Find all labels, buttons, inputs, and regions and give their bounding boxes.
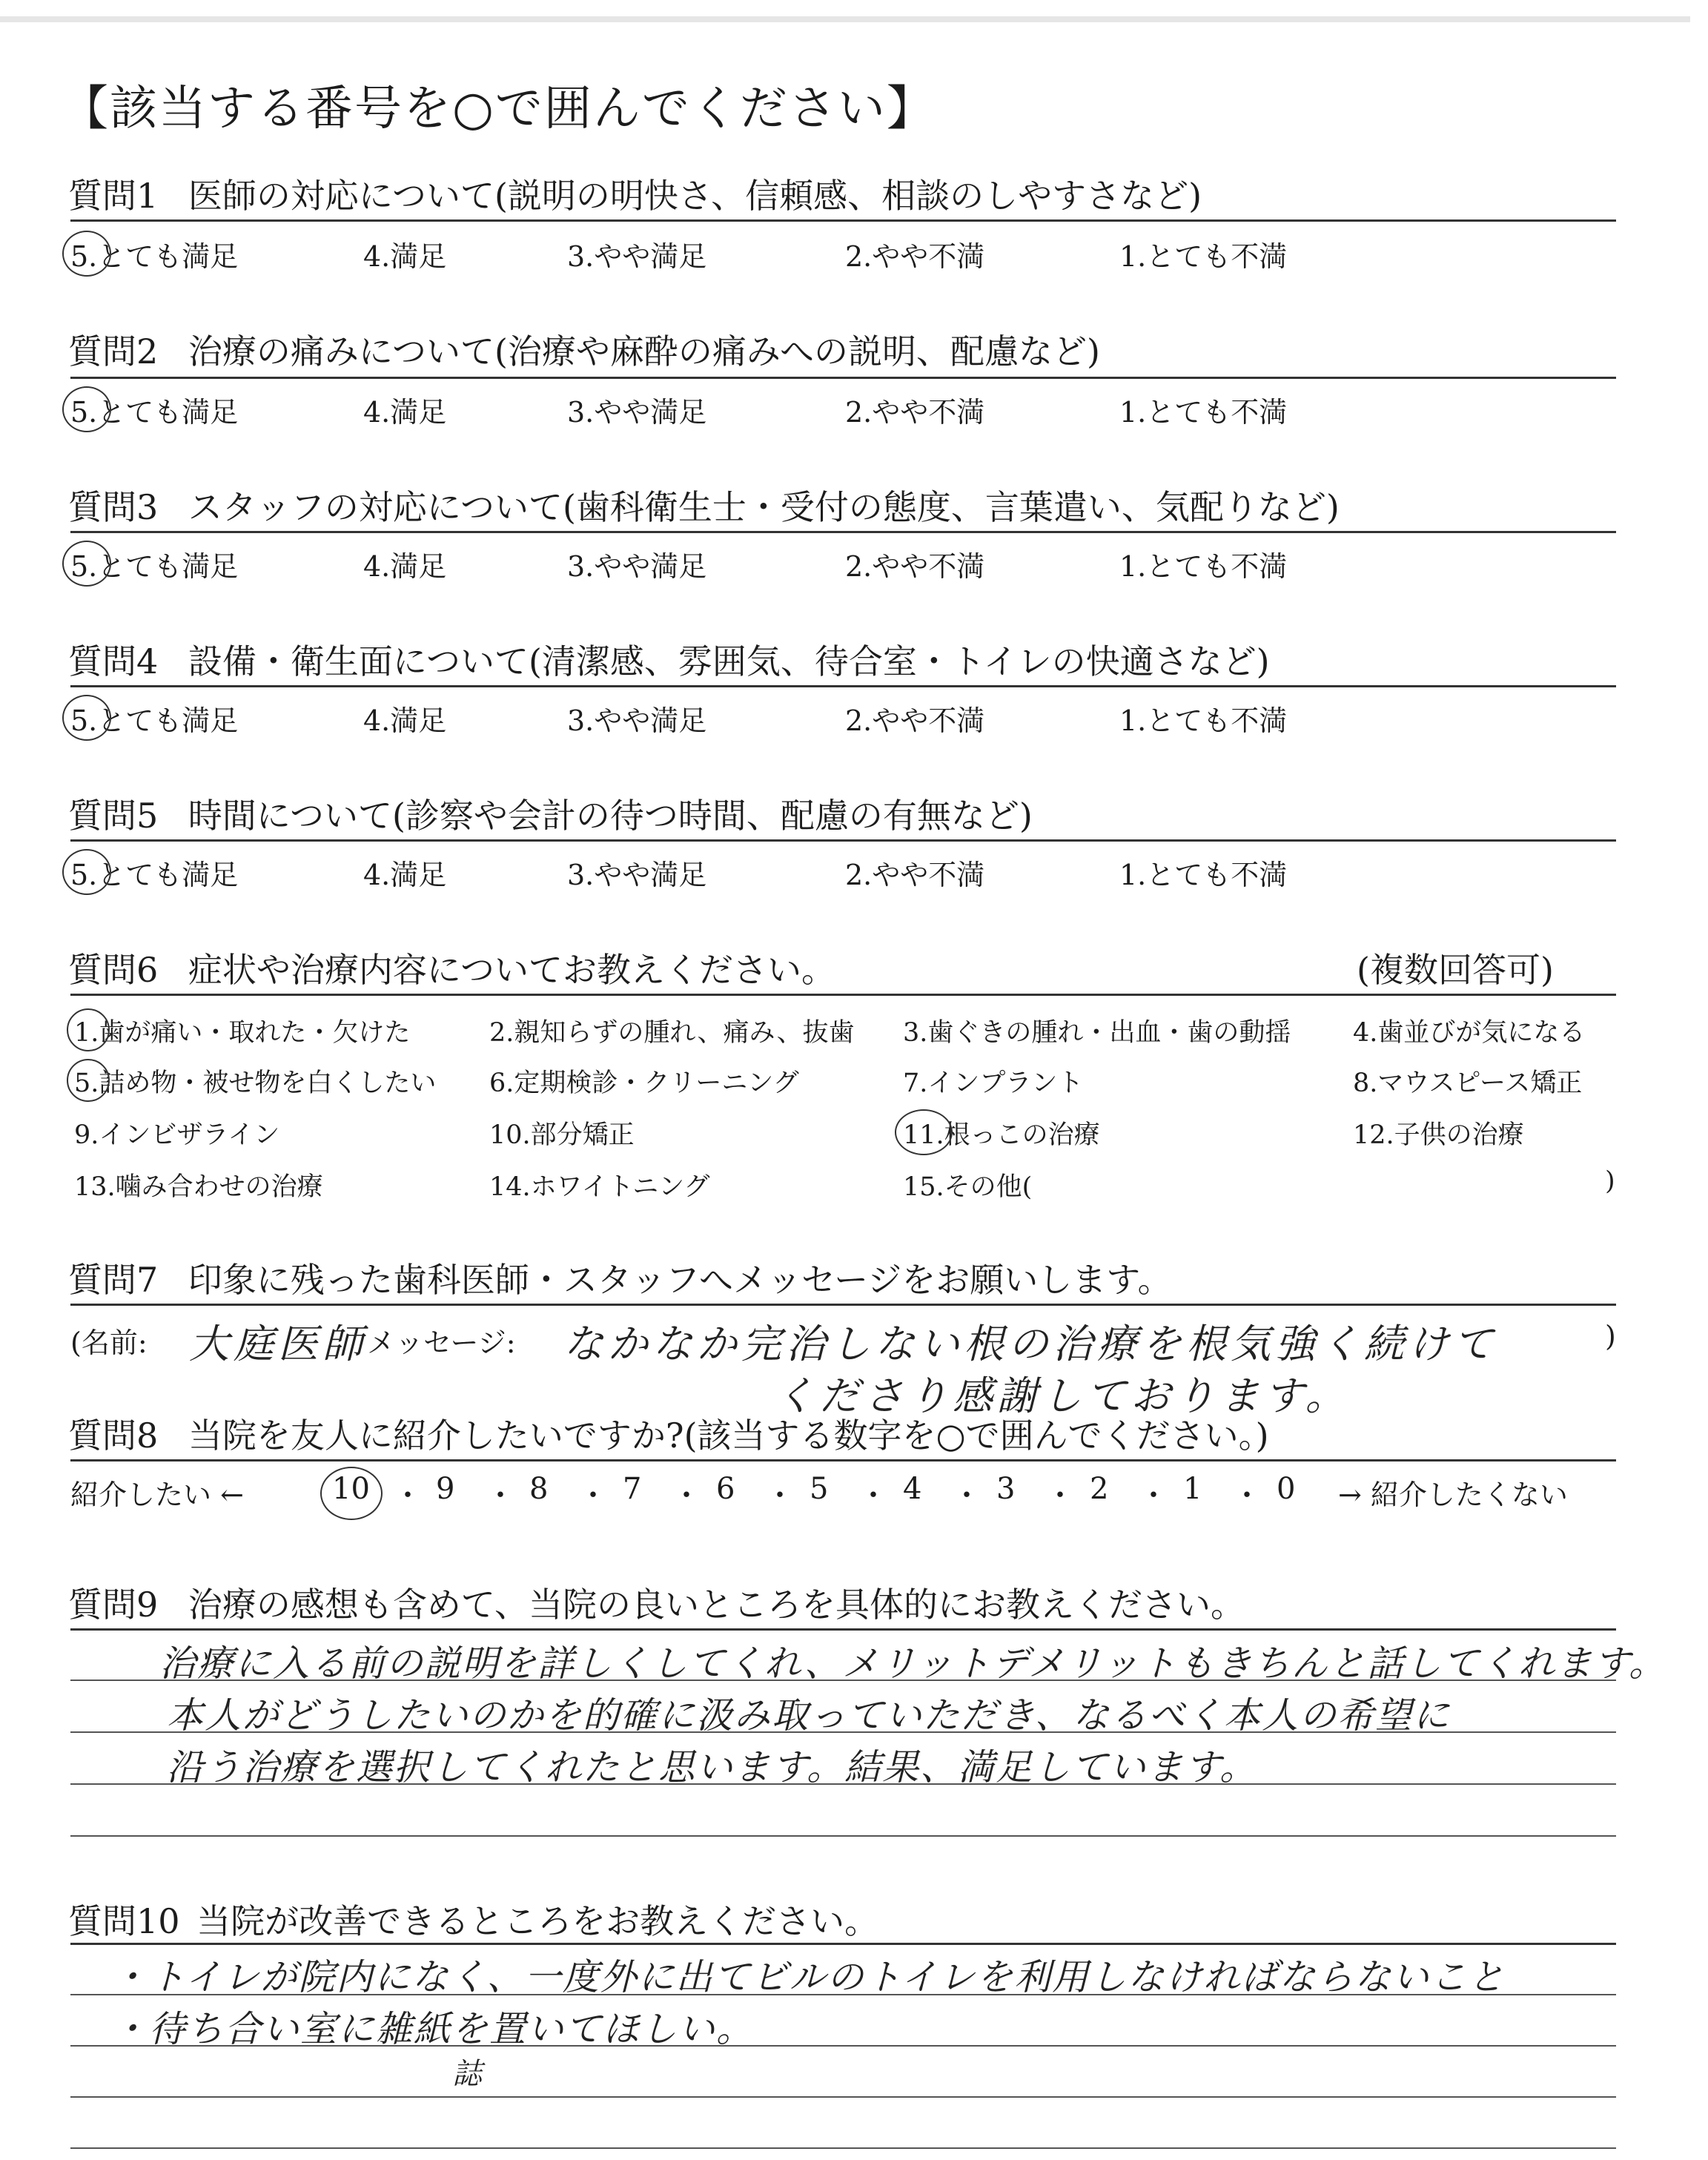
scale-7[interactable]: 7 <box>623 1472 642 1506</box>
scale-separator: ・ <box>672 1479 701 1513</box>
q6-option-13[interactable]: 13.噛み合わせの治療 <box>74 1172 323 1202</box>
scale-4[interactable]: 4 <box>903 1472 922 1506</box>
question-text: 当院が改善できるところをお教えください。 <box>196 1901 879 1941</box>
selection-circle <box>62 386 111 432</box>
question-text: 症状や治療内容についてお教えください。 <box>188 950 835 990</box>
rating-option-1[interactable]: 1.とても不満 <box>1119 396 1288 429</box>
scale-0[interactable]: 0 <box>1277 1472 1296 1506</box>
selection-circle <box>62 231 111 277</box>
question-label: 質問3 <box>68 487 159 527</box>
scale-separator: ・ <box>765 1479 795 1513</box>
divider <box>70 1459 1616 1462</box>
question-text: 治療の感想も含めて、当院の良いところを具体的にお教えください。 <box>188 1585 1245 1625</box>
scale-8[interactable]: 8 <box>529 1472 549 1506</box>
rating-option-3[interactable]: 3.やや満足 <box>567 396 707 429</box>
rating-option-4[interactable]: 4.満足 <box>363 396 447 429</box>
rating-option-4[interactable]: 4.満足 <box>363 550 447 583</box>
divider <box>70 219 1616 222</box>
recommend-left-label: 紹介したい ← <box>70 1479 244 1511</box>
rating-option-5[interactable]: 5.とても満足 <box>70 550 239 583</box>
question-9 <box>68 1578 1245 1627</box>
scale-1[interactable]: 1 <box>1183 1472 1202 1506</box>
selection-circle <box>320 1467 383 1520</box>
question-3 <box>68 480 1340 529</box>
scale-6[interactable]: 6 <box>716 1472 735 1506</box>
q6-option-7[interactable]: 7.インプラント <box>903 1069 1084 1098</box>
rating-option-3[interactable]: 3.やや満足 <box>567 550 707 583</box>
scale-separator: ・ <box>1139 1479 1168 1513</box>
message-label: メッセージ: <box>367 1327 516 1359</box>
rating-option-5[interactable]: 5.とても満足 <box>70 396 239 429</box>
selection-circle <box>895 1109 953 1155</box>
rating-option-5[interactable]: 5.とても満足 <box>70 859 239 891</box>
q6-option-4[interactable]: 4.歯並びが気になる <box>1353 1018 1586 1048</box>
q6-option-14[interactable]: 14.ホワイトニング <box>489 1172 710 1202</box>
question-1 <box>68 169 1202 218</box>
q9-answer-line-1: 治療に入る前の説明を詳しくしてくれ、メリットデメリットもきちんと話してくれます。 <box>159 1642 1667 1685</box>
divider <box>70 377 1616 379</box>
rating-option-2[interactable]: 2.やや不満 <box>845 550 985 583</box>
question-text: 時間について(診察や会計の待つ時間、配慮の有無など) <box>188 796 1033 836</box>
question-label: 質問6 <box>68 950 159 990</box>
question-label: 質問9 <box>68 1585 159 1625</box>
q10-answer-line-1: ・トイレが院内になく、一度外に出てビルのトイレを利用しなければならないこと <box>111 1956 1506 1998</box>
rating-option-1[interactable]: 1.とても不満 <box>1119 240 1288 273</box>
scale-separator: ・ <box>858 1479 888 1513</box>
selection-circle <box>67 1059 110 1102</box>
name-value: 大庭医師 <box>189 1321 367 1367</box>
question-label: 質問2 <box>68 331 159 371</box>
other-close-paren: ) <box>1605 1166 1615 1196</box>
question-label: 質問7 <box>68 1260 159 1300</box>
scale-10[interactable]: 10 <box>332 1472 370 1506</box>
rating-option-3[interactable]: 3.やや満足 <box>567 240 707 273</box>
question-text: スタッフの対応について(歯科衛生士・受付の態度、言葉遣い、気配りなど) <box>188 487 1340 527</box>
question-6 <box>68 943 835 992</box>
rating-option-4[interactable]: 4.満足 <box>363 240 447 273</box>
rating-option-3[interactable]: 3.やや満足 <box>567 704 707 737</box>
message-close-paren: ) <box>1605 1320 1616 1353</box>
scale-9[interactable]: 9 <box>436 1472 455 1506</box>
scale-separator: ・ <box>1232 1479 1262 1513</box>
rating-option-2[interactable]: 2.やや不満 <box>845 704 985 737</box>
rating-option-2[interactable]: 2.やや不満 <box>845 240 985 273</box>
question-8 <box>68 1409 1269 1458</box>
question-4 <box>68 635 1270 684</box>
q6-option-12[interactable]: 12.子供の治療 <box>1353 1120 1524 1150</box>
scale-2[interactable]: 2 <box>1090 1472 1109 1506</box>
q6-option-10[interactable]: 10.部分矯正 <box>489 1120 635 1150</box>
q10-answer-line-2: ・待ち合い室に雑紙を置いてほしい。 <box>111 2008 755 2050</box>
answer-line <box>70 1835 1616 1837</box>
question-text: 治療の痛みについて(治療や麻酔の痛みへの説明、配慮など) <box>188 331 1100 371</box>
handwritten-correction: 誌 <box>452 2057 482 2091</box>
recommend-scale <box>0 1472 1708 1513</box>
selection-circle <box>67 1008 110 1051</box>
divider <box>70 531 1616 533</box>
question-label: 質問8 <box>68 1416 159 1456</box>
rating-option-2[interactable]: 2.やや不満 <box>845 396 985 429</box>
divider <box>70 839 1616 842</box>
q6-option-1[interactable]: 1.歯が痛い・取れた・欠けた <box>74 1018 411 1048</box>
rating-option-2[interactable]: 2.やや不満 <box>845 859 985 891</box>
recommend-right-label: → 紹介したくない <box>1338 1479 1568 1511</box>
message-line-2: くださり感謝しております。 <box>775 1373 1350 1419</box>
rating-option-4[interactable]: 4.満足 <box>363 704 447 737</box>
name-label: (名前: <box>70 1327 148 1359</box>
message-line-1: なかなか完治しない根の治療を根気強く続けて <box>563 1321 1497 1367</box>
q6-option-15[interactable]: 15.その他( <box>903 1172 1033 1202</box>
question-7 <box>68 1253 1172 1302</box>
question-text: 医師の対応について(説明の明快さ、信頼感、相談のしやすさなど) <box>188 176 1202 216</box>
q9-answer-line-2: 本人がどうしたいのかを的確に汲み取っていただき、なるべく本人の希望に <box>167 1694 1452 1737</box>
multiple-answer-note: (複数回答可) <box>1357 950 1554 990</box>
question-text: 設備・衛生面について(清潔感、雰囲気、待合室・トイレの快適さなど) <box>188 641 1270 681</box>
question-2 <box>68 325 1100 374</box>
divider <box>70 1304 1616 1306</box>
divider <box>70 685 1616 687</box>
selection-circle <box>62 695 111 741</box>
question-label: 質問5 <box>68 796 159 836</box>
question-5 <box>68 789 1033 838</box>
question-text: 印象に残った歯科医師・スタッフへメッセージをお願いします。 <box>188 1260 1172 1300</box>
divider <box>70 994 1616 996</box>
q6-option-2[interactable]: 2.親知らずの腫れ、痛み、抜歯 <box>489 1018 855 1048</box>
question-text: 当院を友人に紹介したいですか?(該当する数字を○で囲んでください。) <box>188 1416 1269 1456</box>
scale-5[interactable]: 5 <box>810 1472 829 1506</box>
q6-option-5[interactable]: 5.詰め物・被せ物を白くしたい <box>74 1069 437 1098</box>
question-10 <box>68 1895 878 1943</box>
scale-separator: ・ <box>393 1479 423 1513</box>
divider <box>70 1943 1616 1945</box>
q6-option-11[interactable]: 11.根っこの治療 <box>903 1120 1100 1150</box>
scale-separator: ・ <box>1045 1479 1075 1513</box>
question-label: 質問10 <box>68 1901 180 1941</box>
scale-separator: ・ <box>952 1479 982 1513</box>
question-label: 質問1 <box>68 176 159 216</box>
scan-top-edge <box>0 16 1690 22</box>
q6-option-8[interactable]: 8.マウスピース矯正 <box>1353 1069 1583 1098</box>
form-header: 【該当する番号を○で囲んでください】 <box>61 82 936 136</box>
scale-3[interactable]: 3 <box>996 1472 1016 1506</box>
answer-line <box>70 2147 1616 2149</box>
q9-answer-line-3: 沿う治療を選択してくれたと思います。結果、満足しています。 <box>167 1746 1258 1789</box>
rating-option-1[interactable]: 1.とても不満 <box>1119 859 1288 891</box>
rating-option-1[interactable]: 1.とても不満 <box>1119 550 1288 583</box>
rating-option-5[interactable]: 5.とても満足 <box>70 240 239 273</box>
divider <box>70 1628 1616 1631</box>
rating-option-4[interactable]: 4.満足 <box>363 859 447 891</box>
q6-option-3[interactable]: 3.歯ぐきの腫れ・出血・歯の動揺 <box>903 1018 1291 1048</box>
selection-circle <box>62 849 111 895</box>
q6-option-6[interactable]: 6.定期検診・クリーニング <box>489 1069 799 1098</box>
scale-separator: ・ <box>578 1479 608 1513</box>
rating-option-5[interactable]: 5.とても満足 <box>70 704 239 737</box>
question-label: 質問4 <box>68 641 159 681</box>
scale-separator: ・ <box>486 1479 515 1513</box>
answer-line <box>70 2096 1616 2098</box>
q6-option-9[interactable]: 9.インビザライン <box>74 1120 280 1150</box>
selection-circle <box>62 541 111 587</box>
rating-option-3[interactable]: 3.やや満足 <box>567 859 707 891</box>
rating-option-1[interactable]: 1.とても不満 <box>1119 704 1288 737</box>
